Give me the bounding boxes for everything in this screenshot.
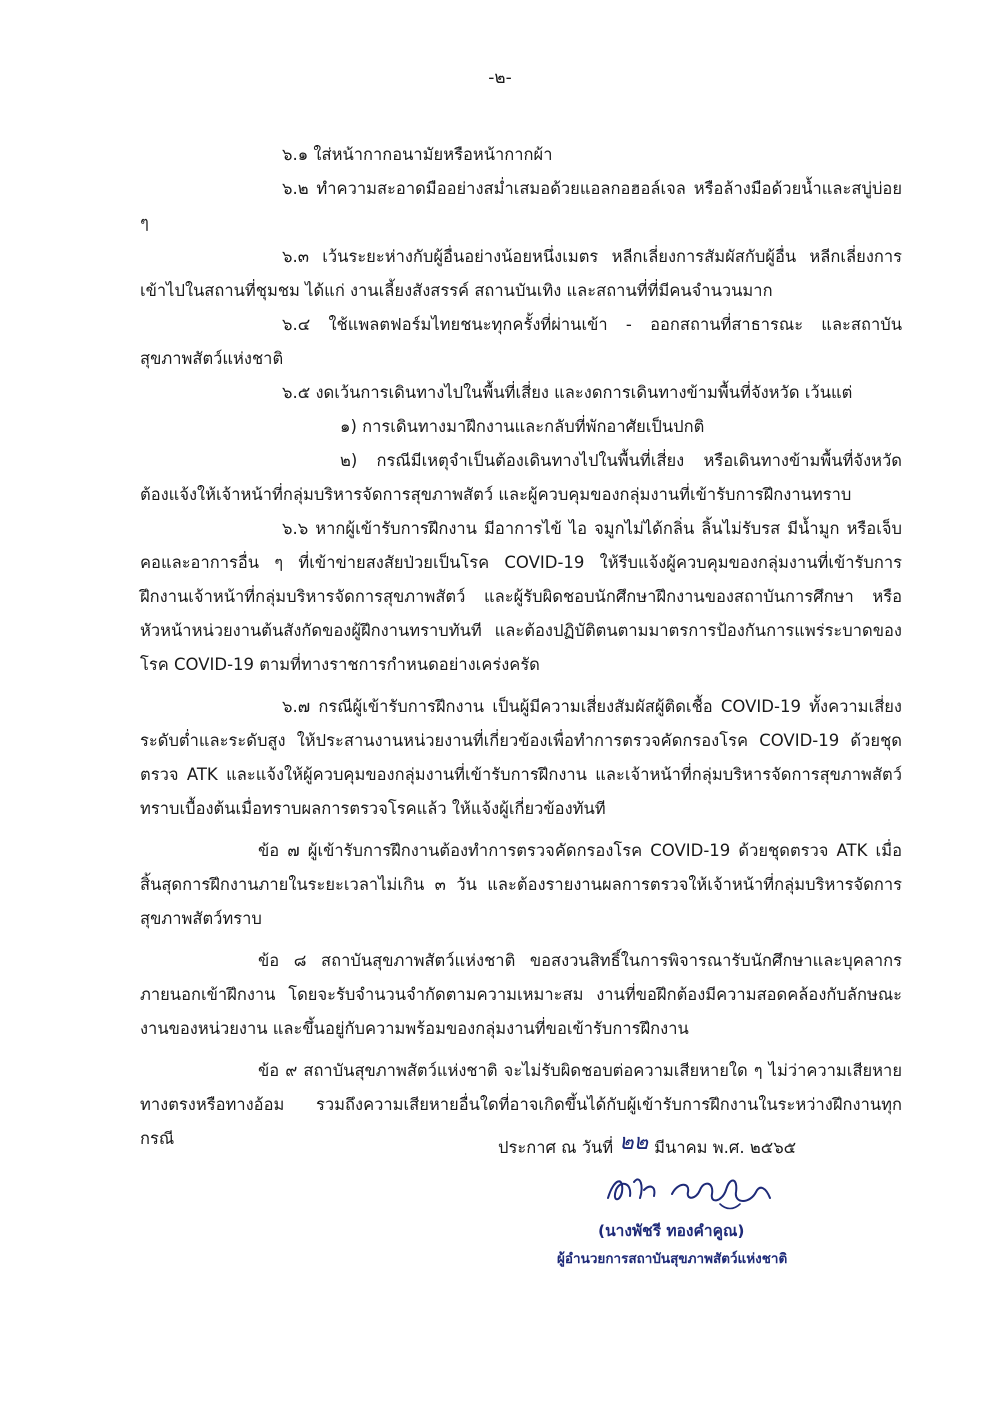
item-6-5-1: ๑) การเดินทางมาฝึกงานและกลับที่พักอาศัยเป็นปกติ [340,417,705,436]
announcement-day-handwritten: ๒๒ [619,1130,649,1155]
signer-title: ผู้อำนวยการสถาบันสุขภาพสัตว์แห่งชาติ [557,1251,788,1267]
clause-9: ข้อ ๙ สถาบันสุขภาพสัตว์แห่งชาติ จะไม่รับผิดชอบต่อความเสียหายใด ๆ ไม่ว่าความเสียหายทางตรงหรือทางอ้อม รวมถึงความเสียหายอื่นใดที่อาจเกิดขึ้นได้กับผู้เข้ารับการฝึกงานในระหว่างฝึกงานทุกกรณี [140,1061,902,1148]
document-body [140,138,902,1156]
item-6-2: ๖.๒ ทำความสะอาดมืออย่างสม่ำเสมอด้วยแอลกอฮอล์เจล หรือล้างมือด้วยน้ำและสบู่บ่อย ๆ [140,179,902,232]
item-6-5: ๖.๕ งดเว้นการเดินทางไปในพื้นที่เสี่ยง และงดการเดินทางข้ามพื้นที่จังหวัด เว้นแต่ [282,383,853,402]
clause-8: ข้อ ๘ สถาบันสุขภาพสัตว์แห่งชาติ ขอสงวนสิทธิ์ในการพิจารณารับนักศึกษาและบุคลากรภายนอกเข้าฝึกงาน โดยจะรับจำนวนจำกัดตามความเหมาะสม งานที่ขอฝึกต้องมีความสอดคล้องกับลักษณะงานของหน่วยงาน และขึ้นอยู่กับความพร้อมของกลุ่มงานที่ขอเข้ารับการฝึกงาน [140,951,902,1038]
announcement-prefix: ประกาศ ณ วันที่ [498,1138,614,1157]
announcement-date [498,1128,796,1163]
handwritten-signature [600,1168,780,1214]
item-6-6: ๖.๖ หากผู้เข้ารับการฝึกงาน มีอาการไข้ ไอ จมูกไม่ได้กลิ่น ลิ้นไม่รับรส มีน้ำมูก หรือเจ็บคอและอาการอื่น ๆ ที่เข้าข่ายสงสัยป่วยเป็นโรค COVID-19 ให้รีบแจ้งผู้ควบคุมของกลุ่มงานที่เข้ารับการฝึกงานเจ้าหน้าที่กลุ่มบริหารจัดการสุขภาพสัตว์ และผู้รับผิดชอบนักศึกษาฝึกงานของสถาบันการศึกษา หรือหัวหน้าหน่วยงานต้นสังกัดของผู้ฝึกงานทราบทันที และต้องปฏิบัติตนตามมาตรการป้องกันการแพร่ระบาดของโรค COVID-19 ตามที่ทางราชการกำหนดอย่างเคร่งครัด [140,519,902,674]
clause-7: ข้อ ๗ ผู้เข้ารับการฝึกงานต้องทำการตรวจคัดกรองโรค COVID-19 ด้วยชุดตรวจ ATK เมื่อสิ้นสุดการฝึกงานภายในระยะเวลาไม่เกิน ๓ วัน และต้องรายงานผลการตรวจให้เจ้าหน้าที่กลุ่มบริหารจัดการสุขภาพสัตว์ทราบ [140,841,902,928]
page-number: -๒- [488,68,512,88]
item-6-4: ๖.๔ ใช้แพลตฟอร์มไทยชนะทุกครั้งที่ผ่านเข้า - ออกสถานที่สาธารณะ และสถาบันสุขภาพสัตว์แห่งชาติ [140,315,902,368]
item-6-5-2: ๒) กรณีมีเหตุจำเป็นต้องเดินทางไปในพื้นที่เสี่ยง หรือเดินทางข้ามพื้นที่จังหวัด ต้องแจ้งให้เจ้าหน้าที่กลุ่มบริหารจัดการสุขภาพสัตว์ และผู้ควบคุมของกลุ่มงานที่เข้ารับการฝึกงานทราบ [140,451,902,504]
item-6-7: ๖.๗ กรณีผู้เข้ารับการฝึกงาน เป็นผู้มีความเสี่ยงสัมผัสผู้ติดเชื้อ COVID-19 ทั้งความเสี่ยงระดับต่ำและระดับสูง ให้ประสานงานหน่วยงานที่เกี่ยวข้องเพื่อทำการตรวจคัดกรองโรค COVID-19 ด้วยชุดตรวจ ATK และแจ้งให้ผู้ควบคุมของกลุ่มงานที่เข้ารับการฝึกงาน และเจ้าหน้าที่กลุ่มบริหารจัดการสุขภาพสัตว์ทราบเบื้องต้นเมื่อทราบผลการตรวจโรคแล้ว ให้แจ้งผู้เกี่ยวข้องทันที [140,697,902,818]
signer-name: (นางพัชรี ทองคำคูณ) [598,1222,745,1240]
item-6-1: ๖.๑ ใส่หน้ากากอนามัยหรือหน้ากากผ้า [282,145,553,164]
announcement-month-year: มีนาคม พ.ศ. ๒๕๖๕ [654,1138,797,1157]
item-6-3: ๖.๓ เว้นระยะห่างกับผู้อื่นอย่างน้อยหนึ่งเมตร หลีกเลี่ยงการสัมผัสกับผู้อื่น หลีกเลี่ยงการเข้าไปในสถานที่ชุมชม ได้แก่ งานเลี้ยงสังสรรค์ สถานบันเทิง และสถานที่ที่มีคนจำนวนมาก [140,247,902,300]
